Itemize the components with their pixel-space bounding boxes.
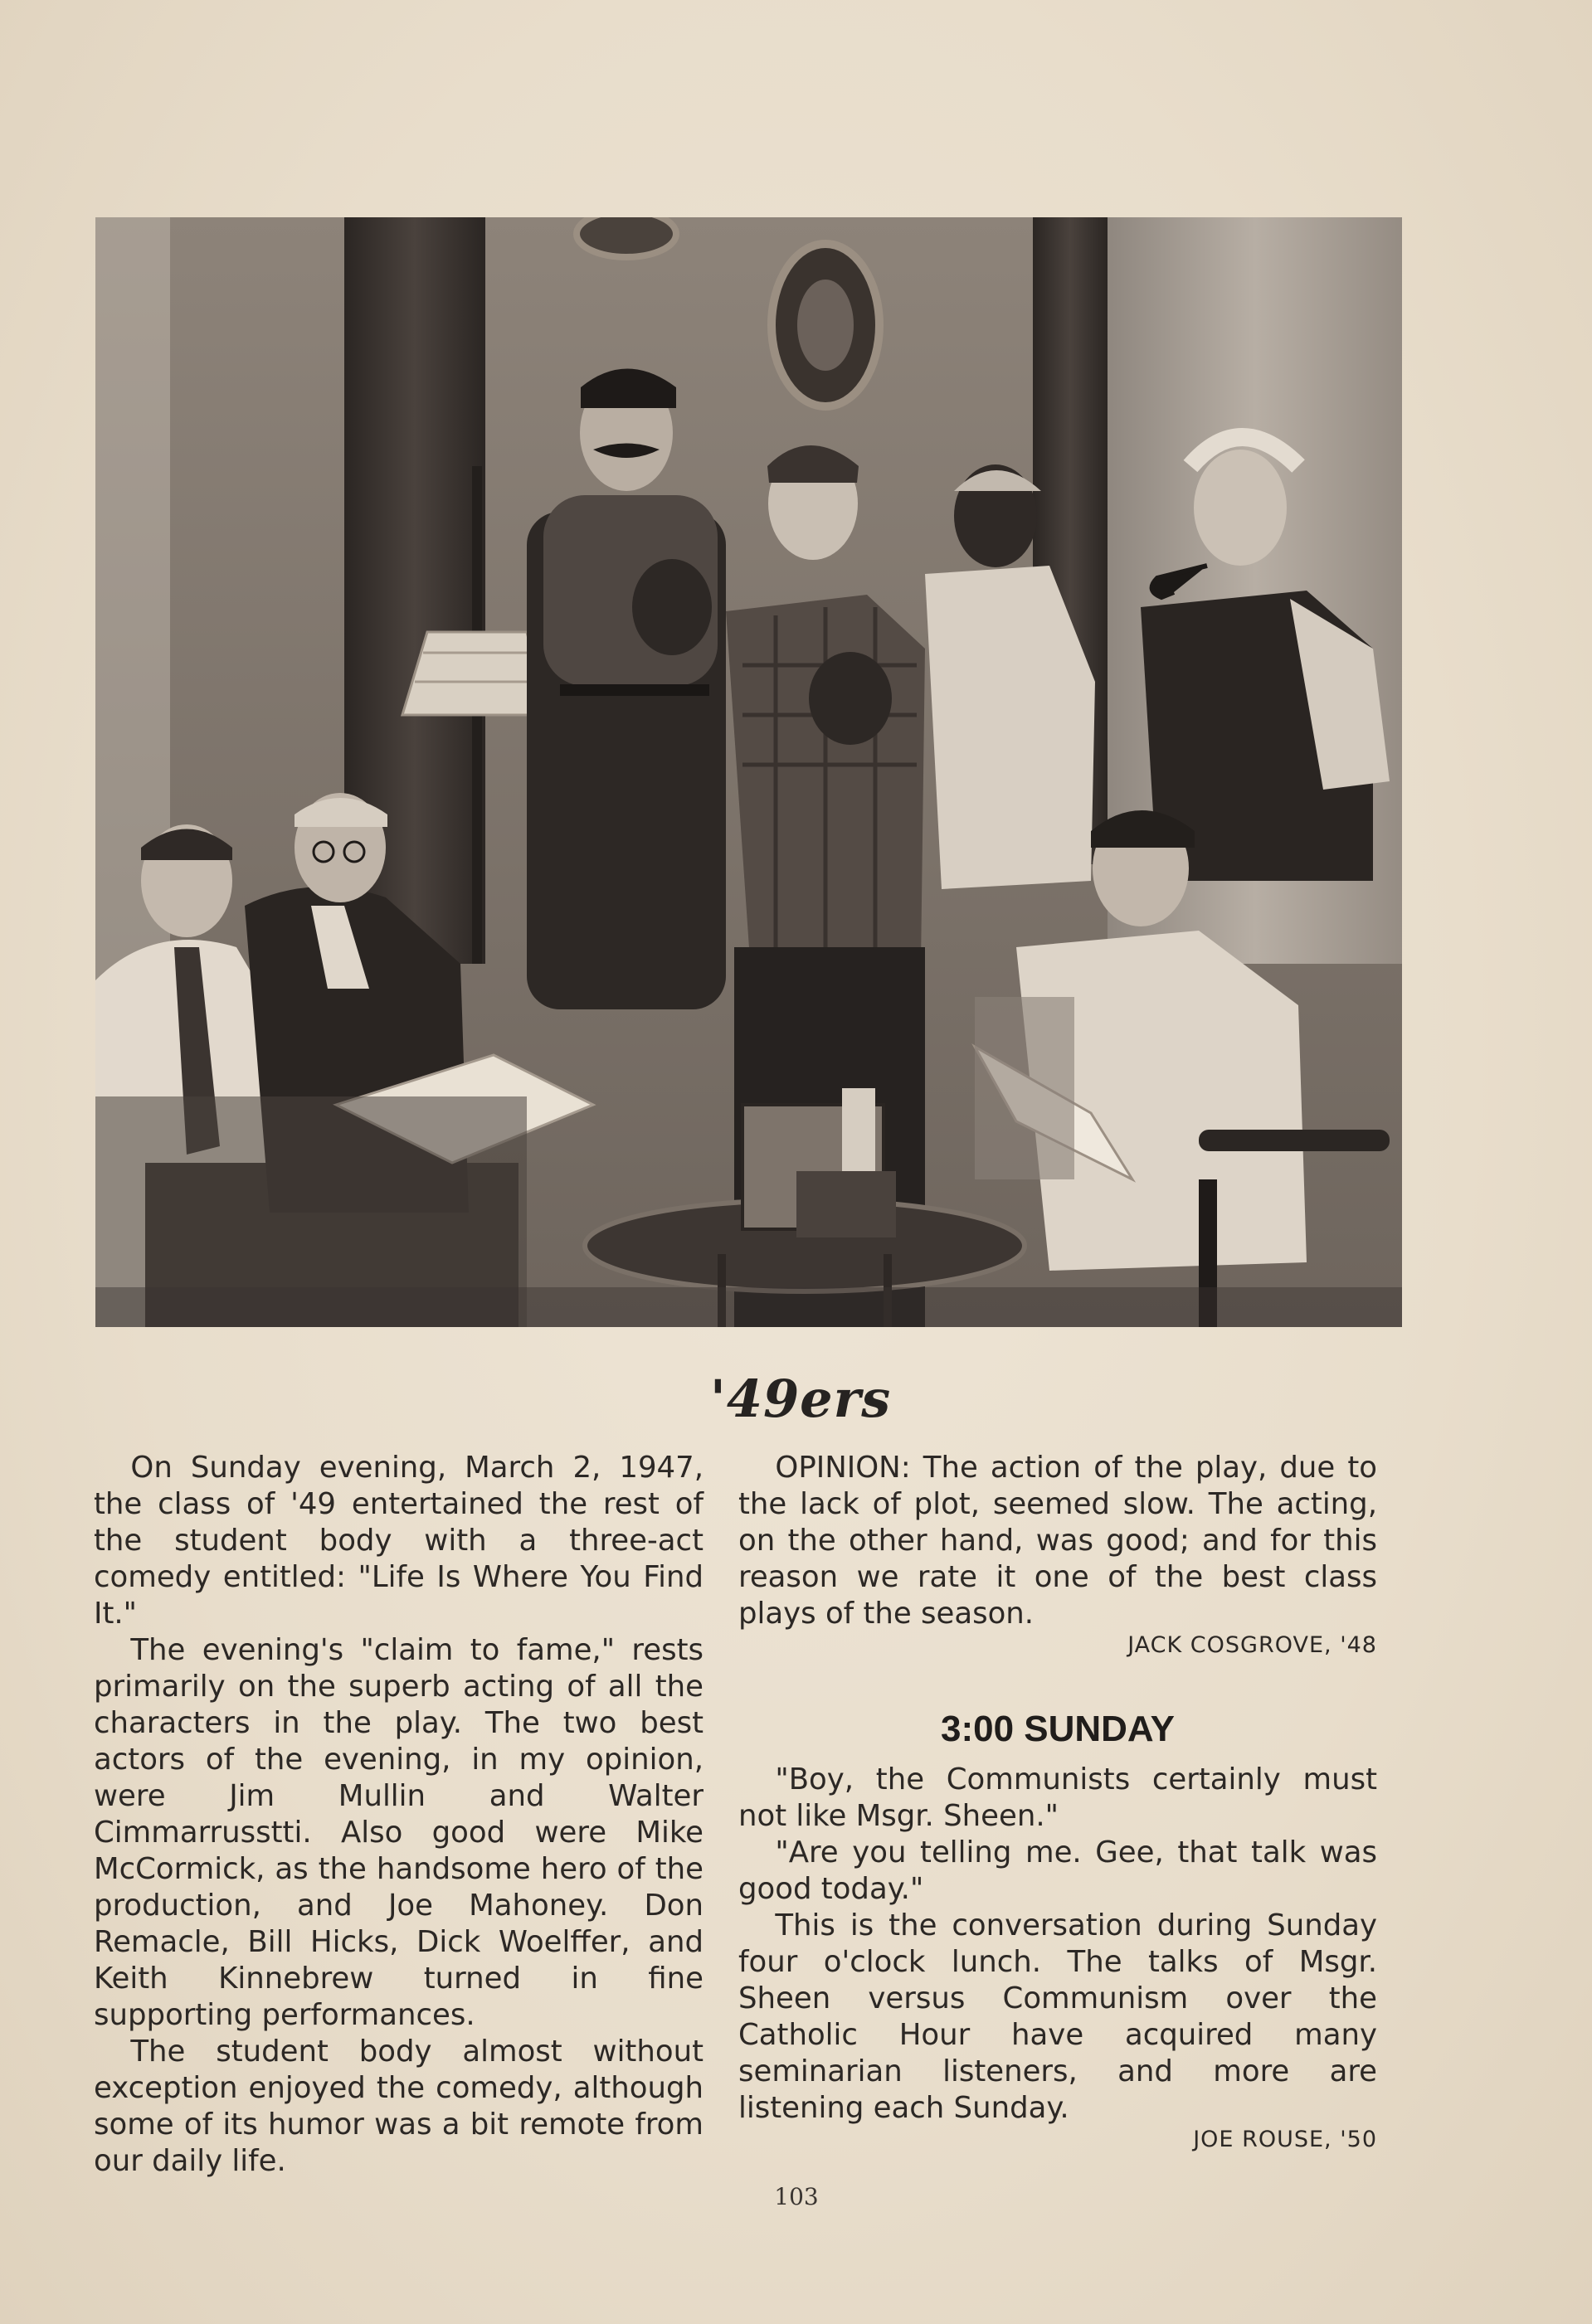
paragraph: The student body almost without exception enjoyed the comedy, although some of its humor was a bit remote from our daily life. [94, 2035, 703, 2178]
ornament-box [796, 1171, 896, 1237]
lamp-shade [402, 632, 548, 715]
paragraph: This is the conversation during Sunday four o'clock lunch. The talks of Msgr. Sheen versus Communism over the Catholic Hour have acquired many seminarian listeners, and more are listening each Sunday. [738, 1908, 1377, 2125]
boxing-glove-left [632, 559, 712, 655]
right-column [738, 1450, 1377, 2156]
pipe-man-face [1194, 450, 1287, 566]
sunday-byline: JOE ROUSE, '50 [1193, 2127, 1377, 2152]
sunday-title: 3:00 SUNDAY [940, 1709, 1176, 1749]
paragraph: On Sunday evening, March 2, 1947, the class of '49 entertained the rest of the student body with a three-act comedy entitled: "Life Is Where You Find It." [94, 1451, 703, 1631]
upper-portrait [577, 217, 676, 257]
opinion-byline: JACK COSGROVE, '48 [1127, 1632, 1377, 1658]
belt [560, 684, 709, 696]
armchair-back [975, 997, 1074, 1179]
cast-photo [95, 217, 1402, 1327]
paragraph: "Are you telling me. Gee, that talk was good today." [738, 1835, 1377, 1906]
boxing-glove-right [809, 652, 892, 745]
armchair-arm [1199, 1130, 1390, 1151]
paragraph: "Boy, the Communists certainly must not like Msgr. Sheen." [738, 1762, 1377, 1833]
paragraph: The evening's "claim to fame," rests primarily on the superb acting of all the characters in the play. The two best actors of the evening, in my opinion, were Jim Mullin and Walter Cimmarrusstti. Also good were Mike McCormick, as the handsome hero of the production, and Joe Mahoney. Don Remacle, Bill Hicks, Dick Woelffer, and Keith Kinnebrew turned in fine supporting performances. [94, 1633, 703, 2032]
page-number: 103 [774, 2183, 819, 2210]
portrait-figure [797, 280, 854, 371]
photo-illustration [95, 217, 1402, 1327]
opinion-paragraph: OPINION: The action of the play, due to the lack of plot, seemed slow. The acting, on the other hand, was good; and for this reason we rate it one of the best class plays of the season. [738, 1451, 1377, 1631]
article-title: '49ers [709, 1369, 892, 1429]
left-column [94, 1450, 703, 2180]
